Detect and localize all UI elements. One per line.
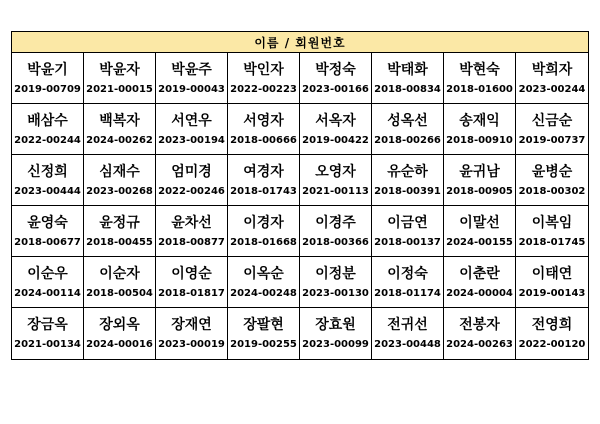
member-cell — [372, 155, 444, 206]
member-number: 2018-00677 — [14, 236, 81, 248]
member-cell — [516, 53, 588, 104]
member-cell — [300, 206, 372, 257]
member-name: 배삼수 — [27, 112, 68, 129]
member-name: 장효원 — [315, 317, 356, 333]
member-number: 2018-00137 — [374, 236, 441, 248]
member-number: 2023-00268 — [86, 185, 153, 197]
member-cell — [156, 257, 228, 308]
table-header-title: 이름 / 회원번호 — [254, 35, 346, 50]
member-number: 2018-00455 — [86, 236, 153, 248]
member-cell — [12, 155, 84, 206]
member-name: 박희자 — [531, 61, 573, 78]
member-number: 2023-00099 — [302, 339, 369, 350]
member-cell — [84, 104, 156, 155]
member-name: 엄미경 — [171, 163, 212, 180]
member-name: 이복임 — [531, 214, 573, 231]
member-cell — [444, 257, 516, 308]
member-cell — [516, 257, 588, 308]
member-cell — [228, 104, 300, 155]
member-number: 2019-00737 — [518, 134, 586, 146]
member-number: 2018-00834 — [374, 83, 441, 95]
member-name: 박태화 — [387, 61, 428, 78]
member-number: 2019-00143 — [518, 287, 586, 299]
member-number: 2023-00448 — [374, 339, 441, 350]
member-number: 2019-00422 — [302, 134, 369, 146]
member-name: 유순하 — [387, 163, 428, 180]
member-number: 2019-00709 — [14, 83, 81, 95]
member-cell — [84, 257, 156, 308]
member-name: 전봉자 — [459, 317, 500, 333]
member-cell — [228, 155, 300, 206]
member-number: 2023-00244 — [518, 83, 586, 95]
member-cell — [84, 308, 156, 359]
member-name: 박윤기 — [27, 61, 68, 78]
member-name: 박윤자 — [99, 61, 140, 78]
member-cell — [300, 104, 372, 155]
member-number: 2024-00263 — [446, 339, 513, 350]
member-cell — [516, 104, 588, 155]
member-number: 2023-00019 — [158, 339, 225, 350]
member-name: 박윤주 — [171, 61, 212, 78]
member-name: 박정숙 — [315, 61, 356, 78]
member-cell — [516, 155, 588, 206]
member-name: 신금순 — [531, 112, 573, 129]
member-name: 이춘란 — [459, 265, 500, 282]
member-cell — [156, 206, 228, 257]
member-number: 2024-00155 — [446, 236, 513, 248]
member-name: 심재수 — [99, 163, 140, 180]
member-number: 2022-00223 — [230, 83, 297, 95]
member-cell — [156, 155, 228, 206]
member-name: 이경자 — [243, 214, 284, 231]
member-cell — [516, 206, 588, 257]
member-number: 2018-00910 — [446, 134, 513, 146]
member-name: 성옥선 — [387, 112, 428, 129]
member-cell — [228, 308, 300, 359]
member-name: 서영자 — [243, 112, 284, 129]
member-name: 이순우 — [27, 265, 68, 282]
member-name: 여경자 — [243, 163, 284, 180]
member-name: 장외옥 — [99, 317, 140, 333]
member-number: 2018-00877 — [158, 236, 225, 248]
member-cell — [444, 155, 516, 206]
member-number: 2018-01743 — [230, 185, 297, 197]
member-number: 2024-00016 — [86, 339, 153, 350]
member-number: 2023-00444 — [14, 185, 81, 197]
member-cell — [372, 206, 444, 257]
member-name: 이경주 — [315, 214, 356, 231]
member-number: 2024-00262 — [86, 134, 153, 146]
member-name: 윤차선 — [171, 214, 212, 231]
member-name: 박인자 — [243, 61, 284, 78]
member-number: 2018-00266 — [374, 134, 441, 146]
member-number: 2022-00120 — [518, 339, 586, 350]
member-name: 서옥자 — [315, 112, 356, 129]
member-number: 2023-00130 — [302, 287, 369, 299]
member-number: 2018-01174 — [374, 287, 441, 299]
member-cell — [156, 53, 228, 104]
member-cell — [12, 206, 84, 257]
member-cell — [300, 257, 372, 308]
member-name: 장팔현 — [243, 317, 284, 333]
member-number: 2023-00194 — [158, 134, 225, 146]
member-cell — [444, 53, 516, 104]
member-cell — [156, 308, 228, 359]
member-number: 2023-00166 — [302, 83, 369, 95]
member-number: 2019-00043 — [158, 83, 225, 95]
member-grid — [12, 53, 588, 359]
member-cell — [300, 155, 372, 206]
member-cell — [372, 53, 444, 104]
member-cell — [12, 308, 84, 359]
member-number: 2018-01817 — [158, 287, 225, 299]
member-number: 2024-00114 — [14, 287, 81, 299]
member-cell — [84, 155, 156, 206]
member-name: 백복자 — [99, 112, 140, 129]
member-name: 신정희 — [27, 163, 68, 180]
member-number: 2021-00015 — [86, 83, 153, 95]
member-cell — [444, 206, 516, 257]
member-name: 이말선 — [459, 214, 500, 231]
member-cell — [300, 308, 372, 359]
member-number: 2018-01600 — [446, 83, 513, 95]
member-cell — [228, 206, 300, 257]
member-name: 이태연 — [531, 265, 573, 282]
member-name: 윤영숙 — [27, 214, 68, 231]
member-number: 2024-00004 — [446, 287, 513, 299]
member-number: 2024-00248 — [230, 287, 297, 299]
member-cell — [444, 104, 516, 155]
member-cell — [444, 308, 516, 359]
member-cell — [372, 104, 444, 155]
member-name: 박현숙 — [459, 61, 500, 78]
member-name: 이영순 — [171, 265, 212, 282]
table-header — [12, 32, 588, 53]
member-number: 2018-00366 — [302, 236, 369, 248]
member-name: 이정분 — [315, 265, 356, 282]
member-number: 2022-00244 — [14, 134, 81, 146]
member-name: 이정숙 — [387, 265, 428, 282]
member-number: 2018-00504 — [86, 287, 153, 299]
member-cell — [12, 104, 84, 155]
member-name: 윤귀남 — [459, 163, 500, 180]
member-cell — [516, 308, 588, 359]
member-cell — [228, 257, 300, 308]
member-cell — [156, 104, 228, 155]
member-number: 2019-00255 — [230, 339, 297, 350]
member-name: 서연우 — [171, 112, 212, 129]
member-number: 2018-00302 — [518, 185, 586, 197]
member-name: 윤정규 — [99, 214, 140, 231]
member-name: 장재연 — [171, 317, 212, 333]
member-number: 2021-00113 — [302, 185, 369, 197]
member-cell — [228, 53, 300, 104]
member-cell — [300, 53, 372, 104]
member-number: 2018-00391 — [374, 185, 441, 197]
member-number: 2018-01668 — [230, 236, 297, 248]
member-number: 2018-00666 — [230, 134, 297, 146]
member-name: 송재익 — [459, 112, 500, 129]
member-cell — [12, 257, 84, 308]
member-cell — [372, 257, 444, 308]
member-name: 이금연 — [387, 214, 428, 231]
member-name: 장금옥 — [27, 317, 68, 333]
member-cell — [84, 53, 156, 104]
member-cell — [84, 206, 156, 257]
member-name: 이옥순 — [243, 265, 284, 282]
member-cell — [372, 308, 444, 359]
member-number: 2022-00246 — [158, 185, 225, 197]
member-table — [11, 31, 589, 360]
member-name: 전영희 — [531, 317, 573, 333]
member-number: 2018-00905 — [446, 185, 513, 197]
member-number: 2018-01745 — [518, 236, 586, 248]
member-number: 2021-00134 — [14, 339, 81, 350]
member-name: 오영자 — [315, 163, 356, 180]
member-name: 윤병순 — [531, 163, 573, 180]
member-name: 이순자 — [99, 265, 140, 282]
member-name: 전귀선 — [387, 317, 428, 333]
member-cell — [12, 53, 84, 104]
